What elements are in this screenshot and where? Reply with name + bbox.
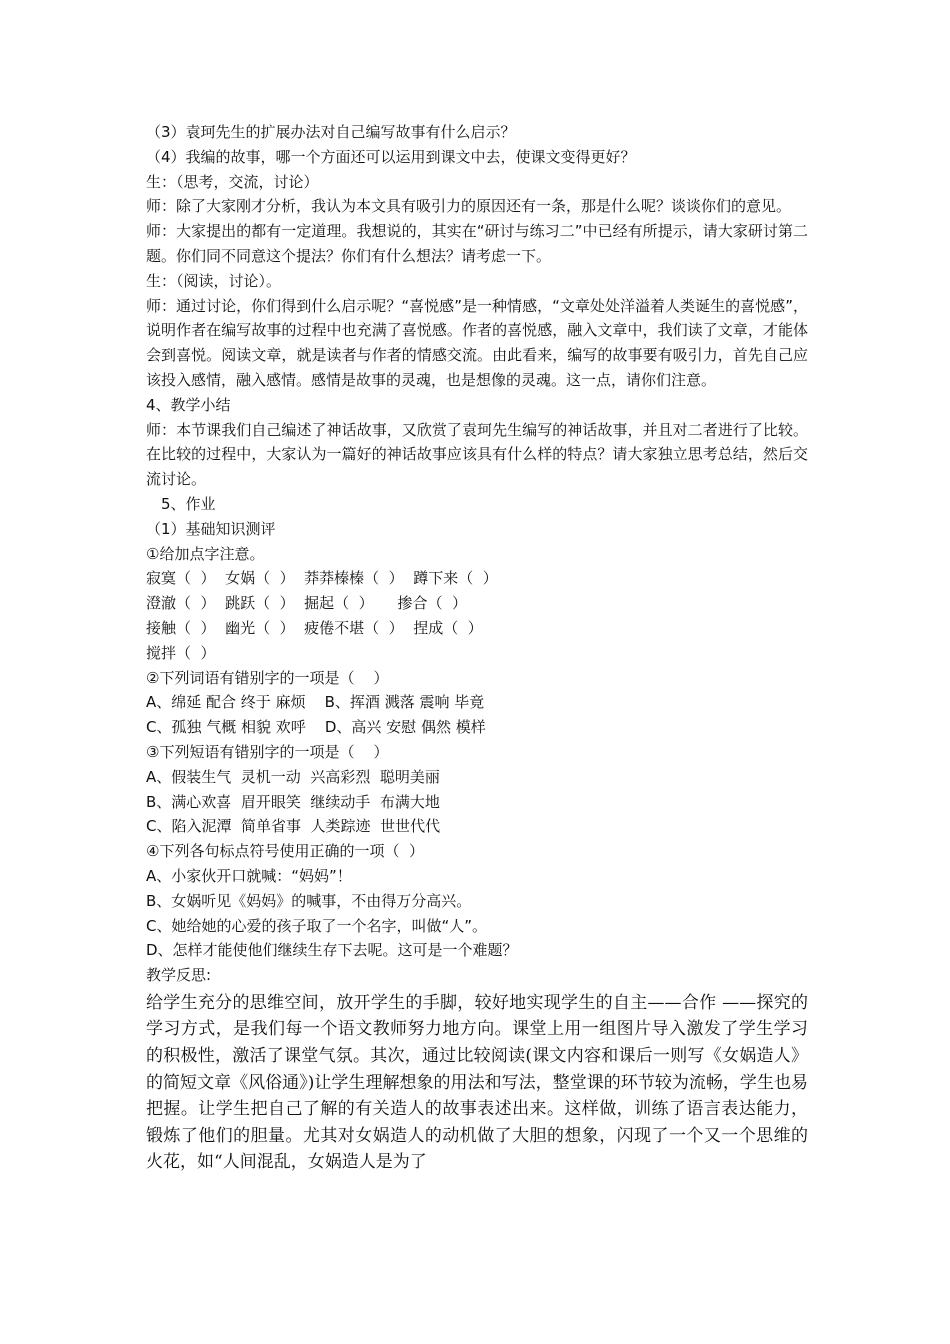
exercise-4-option-c: C、她给她的心爱的孩子取了一个名字，叫做“人”。 <box>146 916 488 935</box>
section-5-heading: 5、作业 <box>161 494 216 513</box>
exercise-3-prompt: ③下列短语有错别字的一项是（ ） <box>146 742 389 761</box>
exercise-4-prompt: ④下列各句标点符号使用正确的一项（ ） <box>146 842 424 861</box>
exercise-1-words-row-4: 搅拌（ ） <box>146 643 216 662</box>
reflection-body: 给学生充分的思维空间，放开学生的手脚，较好地实现学生的自主——合作 ——探究的学习方式，是我们每一个语文教师努力地方向。课堂上用一组图片导入激发了学生学习的积极性，激活了课堂气氛。其次，通过比较阅读(课文内容和课后一则写《女娲造人》的简短文章《风俗通》)让学生理解想象的用法和写法，整堂课的环节较为流畅，学生也易把握。让学生把自己了解的有关造人的故事表述出来。这样做，训练了语言表达能力，锻炼了他们的胆量。尤其对女娲造人的动机做了大胆的想象，闪现了一个又一个思维的火花，如“人间混乱，女娲造人是为了 <box>146 992 808 1173</box>
teacher-paragraph-4: 师：本节课我们自己编述了神话故事，又欣赏了袁珂先生编写的神话故事，并且对二者进行了比较。在比较的过程中，大家认为一篇好的神话故事应该具有什么样的特点？请大家独立思考总结，然后交流讨论。 <box>146 420 808 489</box>
reflection-title: 教学反思: <box>146 966 212 985</box>
teacher-paragraph-1: 师：除了大家刚才分析，我认为本文具有吸引力的原因还有一条，那是什么呢？谈谈你们的意见。 <box>146 197 792 216</box>
exercise-2-prompt: ②下列词语有错别字的一项是（ ） <box>146 668 389 687</box>
document-page <box>146 120 808 1176</box>
student-line-2: 生：（阅读，讨论）。 <box>146 271 282 290</box>
exercise-2-options-ab: A、绵延 配合 终于 麻烦 B、挥酒 溅落 震响 毕竟 <box>146 693 485 712</box>
student-line-1: 生：（思考，交流，讨论） <box>146 172 319 191</box>
exercise-3-option-b: B、满心欢喜 眉开眼笑 继续动手 布满大地 <box>146 792 440 811</box>
teacher-paragraph-3: 师：通过讨论，你们得到什么启示呢？“喜悦感”是一种情感，“文章处处洋溢着人类诞生的喜悦感”，说明作者在编写故事的过程中也充满了喜悦感。作者的喜悦感，融入文章中，我们读了文章，才能体会到喜悦。阅读文章，就是读者与作者的情感交流。由此看来，编写的故事要有吸引力，首先自己应该投入感情，融入感情。感情是故事的灵魂，也是想像的灵魂。这一点，请你们注意。 <box>146 296 808 389</box>
question-3: （3）袁珂先生的扩展办法对自己编写故事有什么启示？ <box>146 123 516 141</box>
exercise-3-option-a: A、假装生气 灵机一动 兴高彩烈 聪明美丽 <box>146 767 440 786</box>
homework-1-heading: （1）基础知识测评 <box>146 519 276 538</box>
exercise-1-words-row-2: 澄澈（ ） 跳跃（ ） 掘起（ ） 掺合（ ） <box>146 594 468 613</box>
exercise-4-option-a: A、小家伙开口就喊：“妈妈”！ <box>146 866 352 885</box>
section-4-heading: 4、教学小结 <box>146 395 231 414</box>
exercise-4-option-b: B、女娲听见《妈妈》的喊事，不由得万分高兴。 <box>146 891 472 910</box>
question-4: （4）我编的故事，哪一个方面还可以运用到课文中去，使课文变得更好？ <box>146 147 636 166</box>
exercise-2-options-cd: C、孤独 气概 相貌 欢呼 D、高兴 安慰 偶然 模样 <box>146 718 486 737</box>
exercise-4-option-d: D、怎样才能使他们继续生存下去呢。这可是一个难题？ <box>146 941 518 960</box>
exercise-1-words-row-1: 寂寞（ ） 女娲（ ） 莽莽榛榛（ ） 蹲下来（ ） <box>146 569 498 588</box>
exercise-3-option-c: C、陷入泥潭 简单省事 人类踪迹 世世代代 <box>146 817 441 836</box>
exercise-1-prompt: ①给加点字注意。 <box>146 544 265 563</box>
teacher-paragraph-2: 师：大家提出的都有一定道理。我想说的，其实在“研讨与练习二”中已经有所提示，请大家研讨第二题。你们同不同意这个提法？你们有什么想法？请考虑一下。 <box>146 222 808 265</box>
exercise-1-words-row-3: 接触（ ） 幽光（ ） 疲倦不堪（ ） 捏成（ ） <box>146 618 483 637</box>
